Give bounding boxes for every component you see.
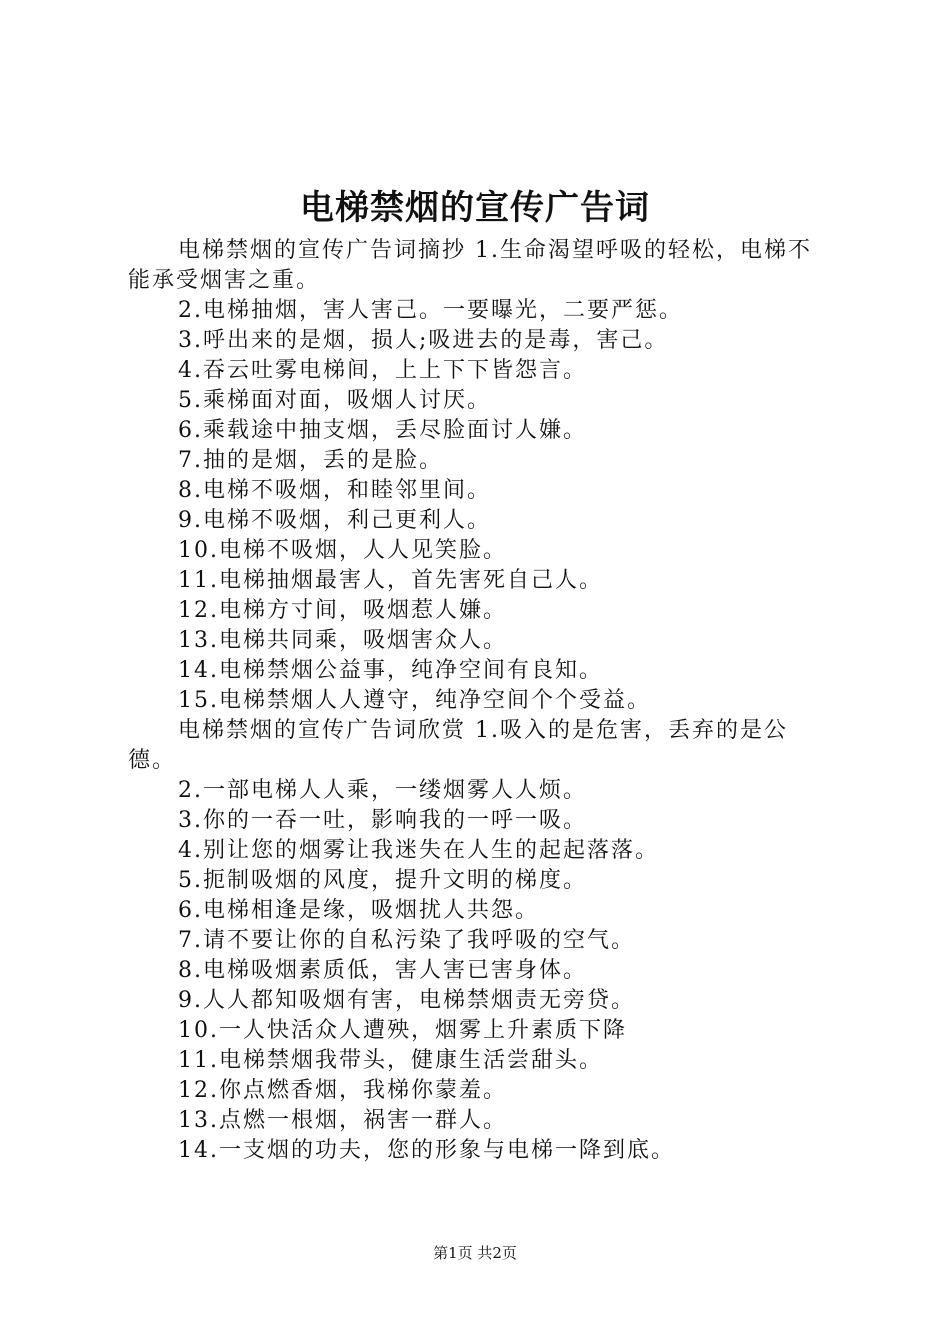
list-item: 10.电梯不吸烟，人人见笑脸。 (178, 538, 507, 563)
list-item: 15.电梯禁烟人人遵守，纯净空间个个受益。 (178, 688, 651, 713)
list-item: 7.请不要让你的自私污染了我呼吸的空气。 (178, 928, 635, 953)
list-item: 5.乘梯面对面，吸烟人讨厌。 (178, 388, 491, 413)
list-item: 4.吞云吐雾电梯间，上上下下皆怨言。 (178, 358, 587, 383)
list-item: 14.一支烟的功夫，您的形象与电梯一降到底。 (178, 1138, 675, 1163)
list-item: 5.扼制吸烟的风度，提升文明的梯度。 (178, 868, 587, 893)
list-item: 12.电梯方寸间，吸烟惹人嫌。 (178, 598, 507, 623)
list-item: 9.电梯不吸烟，利己更利人。 (178, 508, 491, 533)
list-item: 14.电梯禁烟公益事，纯净空间有良知。 (178, 658, 603, 683)
list-item: 12.你点燃香烟，我梯你蒙羞。 (178, 1078, 507, 1103)
list-item: 11.电梯禁烟我带头，健康生活尝甜头。 (178, 1048, 603, 1073)
list-item: 10.一人快活众人遭殃，烟雾上升素质下降 (178, 1018, 627, 1043)
list-item: 3.呼出来的是烟，损人;吸进去的是毒，害己。 (178, 328, 669, 353)
section2-intro: 电梯禁烟的宣传广告词欣赏 1.吸入的是危害，丢弃的是公德。 (128, 718, 788, 773)
list-item: 8.电梯不吸烟，和睦邻里间。 (178, 478, 491, 503)
list-item: 11.电梯抽烟最害人，首先害死自己人。 (178, 568, 603, 593)
list-item: 13.电梯共同乘，吸烟害众人。 (178, 628, 507, 653)
page-footer: 第1页 共2页 (433, 1244, 517, 1262)
list-item: 2.一部电梯人人乘，一缕烟雾人人烦。 (178, 778, 587, 803)
list-item: 13.点燃一根烟，祸害一群人。 (178, 1108, 507, 1133)
section1-intro: 电梯禁烟的宣传广告词摘抄 1.生命渴望呼吸的轻松，电梯不能承受烟害之重。 (128, 238, 812, 293)
list-item: 2.电梯抽烟，害人害己。一要曝光，二要严惩。 (178, 298, 683, 323)
list-item: 4.别让您的烟雾让我迷失在人生的起起落落。 (178, 838, 659, 863)
list-item: 8.电梯吸烟素质低，害人害已害身体。 (178, 958, 587, 983)
list-item: 6.电梯相逢是缘，吸烟扰人共怨。 (178, 898, 539, 923)
list-item: 7.抽的是烟，丢的是脸。 (178, 448, 443, 473)
document-body (128, 236, 832, 1166)
list-item: 3.你的一吞一吐，影响我的一呼一吸。 (178, 808, 587, 833)
list-item: 6.乘载途中抽支烟，丢尽脸面讨人嫌。 (178, 418, 587, 443)
document-title: 电梯禁烟的宣传广告词 (300, 188, 650, 228)
list-item: 9.人人都知吸烟有害，电梯禁烟责无旁贷。 (178, 988, 635, 1013)
